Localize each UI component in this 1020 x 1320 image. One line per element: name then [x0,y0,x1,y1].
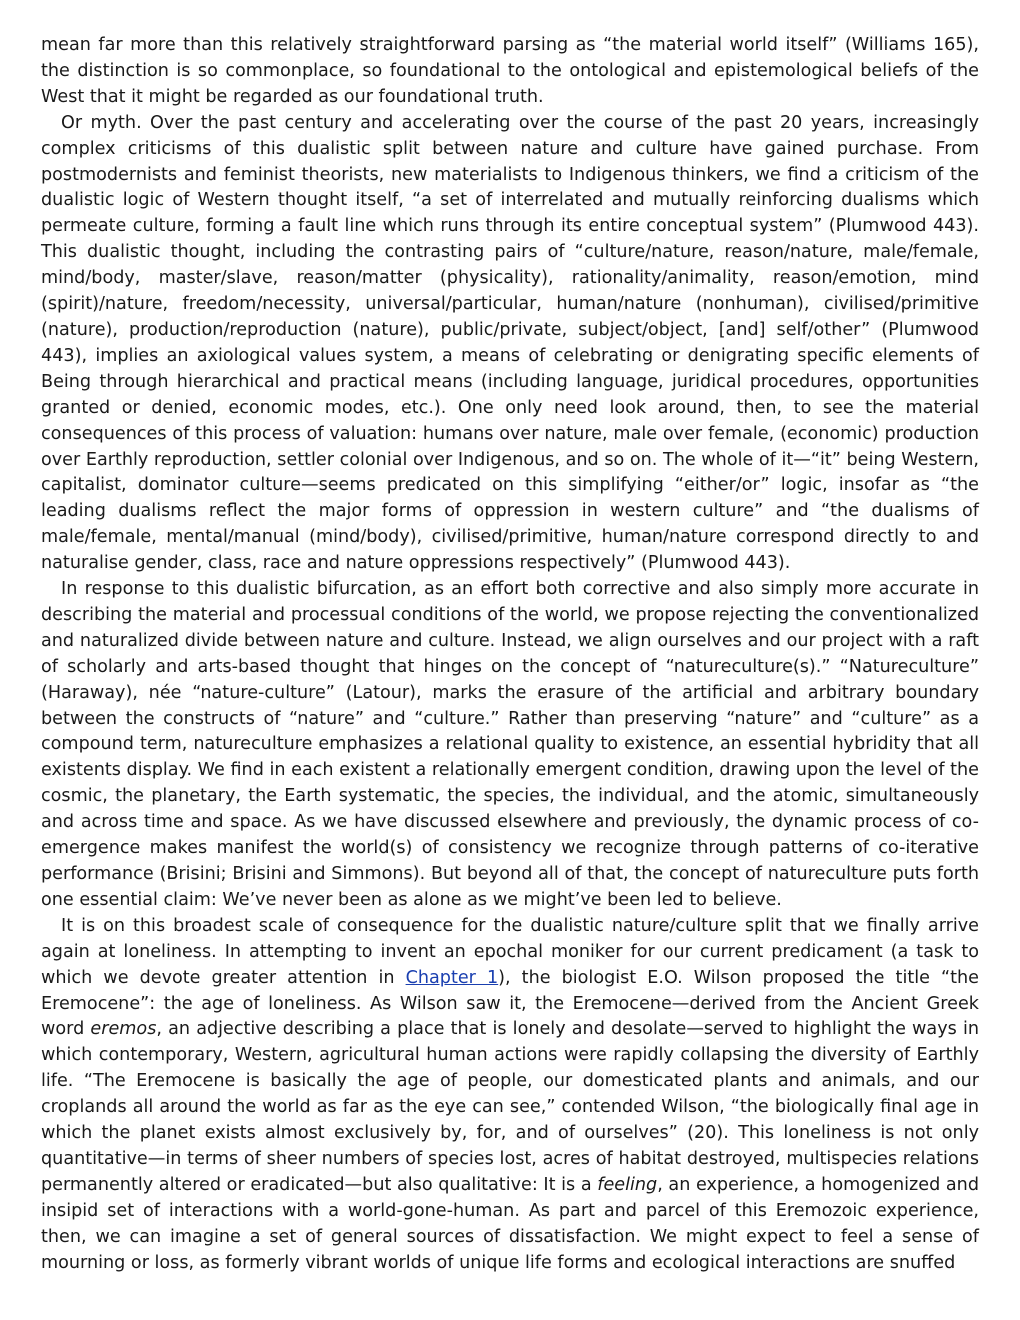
paragraph-4-text-after-link: ), the biologist E.O. Wilson proposed the title “the Eremocene”: the age of loneliness. As Wilson saw it, the Eremocene—derived from the Ancient Greek word [41,967,979,1040]
paragraph-4 [41,914,979,1277]
paragraph-4-text-before-link: It is on this broadest scale of consequence for the dualistic nature/culture split that we finally arrive again at loneliness. In attempting to invent an epochal moniker for our current predicament (a task to which we devote greater attention in [41,915,979,988]
paragraph-3: In response to this dualistic bifurcation, as an effort both corrective and also simply more accurate in describing the material and processual conditions of the world, we propose rejecting the conventionalized and naturalized divide between nature and culture. Instead, we align ourselves and our project with a raft of scholarly and arts-based thought that hinges on the concept of “natureculture(s).” “Natureculture” (Haraway), née “nature-culture” (Latour), marks the erasure of the artificial and arbitrary boundary between the constructs of “nature” and “culture.” Rather than preserving “nature” and “culture” as a compound term, natureculture emphasizes a relational quality to existence, an essential hybridity that all existents display. We find in each existent a relationally emergent condition, drawing upon the level of the cosmic, the planetary, the Earth systematic, the species, the individual, and the atomic, simultaneously and across time and space. As we have discussed elsewhere and previously, the dynamic process of co-emergence makes manifest the world(s) of consistency we recognize through patterns of co-iterative performance (Brisini; Brisini and Simmons). But beyond all of that, the concept of natureculture puts forth one essential claim: We’ve never been as alone as we might’ve been led to believe. [41,579,979,910]
chapter-1-link[interactable]: Chapter 1 [405,967,499,988]
paragraph-4-text-end: , an experience, a homogenized and insipid set of interactions with a world-gone-human. As part and parcel of this Eremozoic experience, then, we can imagine a set of general sources of dissatisfaction. We might expect to feel a sense of mourning or loss, as formerly vibrant worlds of unique life forms and ecological interactions are snuffed [41,1174,979,1273]
paragraph-4-text-middle: , an adjective describing a place that is lonely and desolate—served to highlight the ways in which contemporary, Western, agricultural human actions were rapidly collapsing the diversity of Earthly life. “The Eremocene is basically the age of people, our domesticated plants and animals, and our croplands all around the world as far as the eye can see,” contended Wilson, “the biologically final age in which the planet exists almost exclusively by, for, and of ourselves” (20). This loneliness is not only quantitative—in terms of sheer numbers of species lost, acres of habitat destroyed, multispecies relations permanently altered or eradicated—but also qualitative: It is a [41,1019,979,1195]
document-body [41,33,979,1277]
paragraph-1: mean far more than this relatively straightforward parsing as “the material world itself” (Williams 165), the distinction is so commonplace, so foundational to the ontological and epistemological beliefs of the West that it might be regarded as our foundational truth. [41,35,979,107]
paragraph-2: Or myth. Over the past century and accelerating over the course of the past 20 years, increasingly complex criticisms of this dualistic split between nature and culture have gained purchase. From postmodernists and feminist theorists, new materialists to Indigenous thinkers, we find a criticism of the dualistic logic of Western thought itself, “a set of interrelated and mutually reinforcing dualisms which permeate culture, forming a fault line which runs through its entire conceptual system” (Plumwood 443). This dualistic thought, including the contrasting pairs of “culture/nature, reason/nature, male/female, mind/body, master/slave, reason/matter (physicality), rationality/animality, reason/emotion, mind (spirit)/nature, freedom/necessity, universal/particular, human/nature (nonhuman), civilised/primitive (nature), production/reproduction (nature), public/private, subject/object, [and] self/other” (Plumwood 443), implies an axiological values system, a means of celebrating or denigrating specific elements of Being through hierarchical and practical means (including language, juridical procedures, opportunities granted or denied, economic modes, etc.). One only need look around, then, to see the material consequences of this process of valuation: humans over nature, male over female, (economic) production over Earthly reproduction, settler colonial over Indigenous, and so on. The whole of it—“it” being Western, capitalist, dominator culture—seems predicated on this simplifying “either/or” logic, insofar as “the leading dualisms reflect the major forms of oppression in western culture” and “the dualisms of male/female, mental/manual (mind/body), civilised/primitive, human/nature correspond directly to and naturalise gender, class, race and nature oppressions respectively” (Plumwood 443). [41,112,979,574]
italic-term-eremos: eremos [90,1019,157,1040]
italic-term-feeling: feeling [597,1174,658,1195]
